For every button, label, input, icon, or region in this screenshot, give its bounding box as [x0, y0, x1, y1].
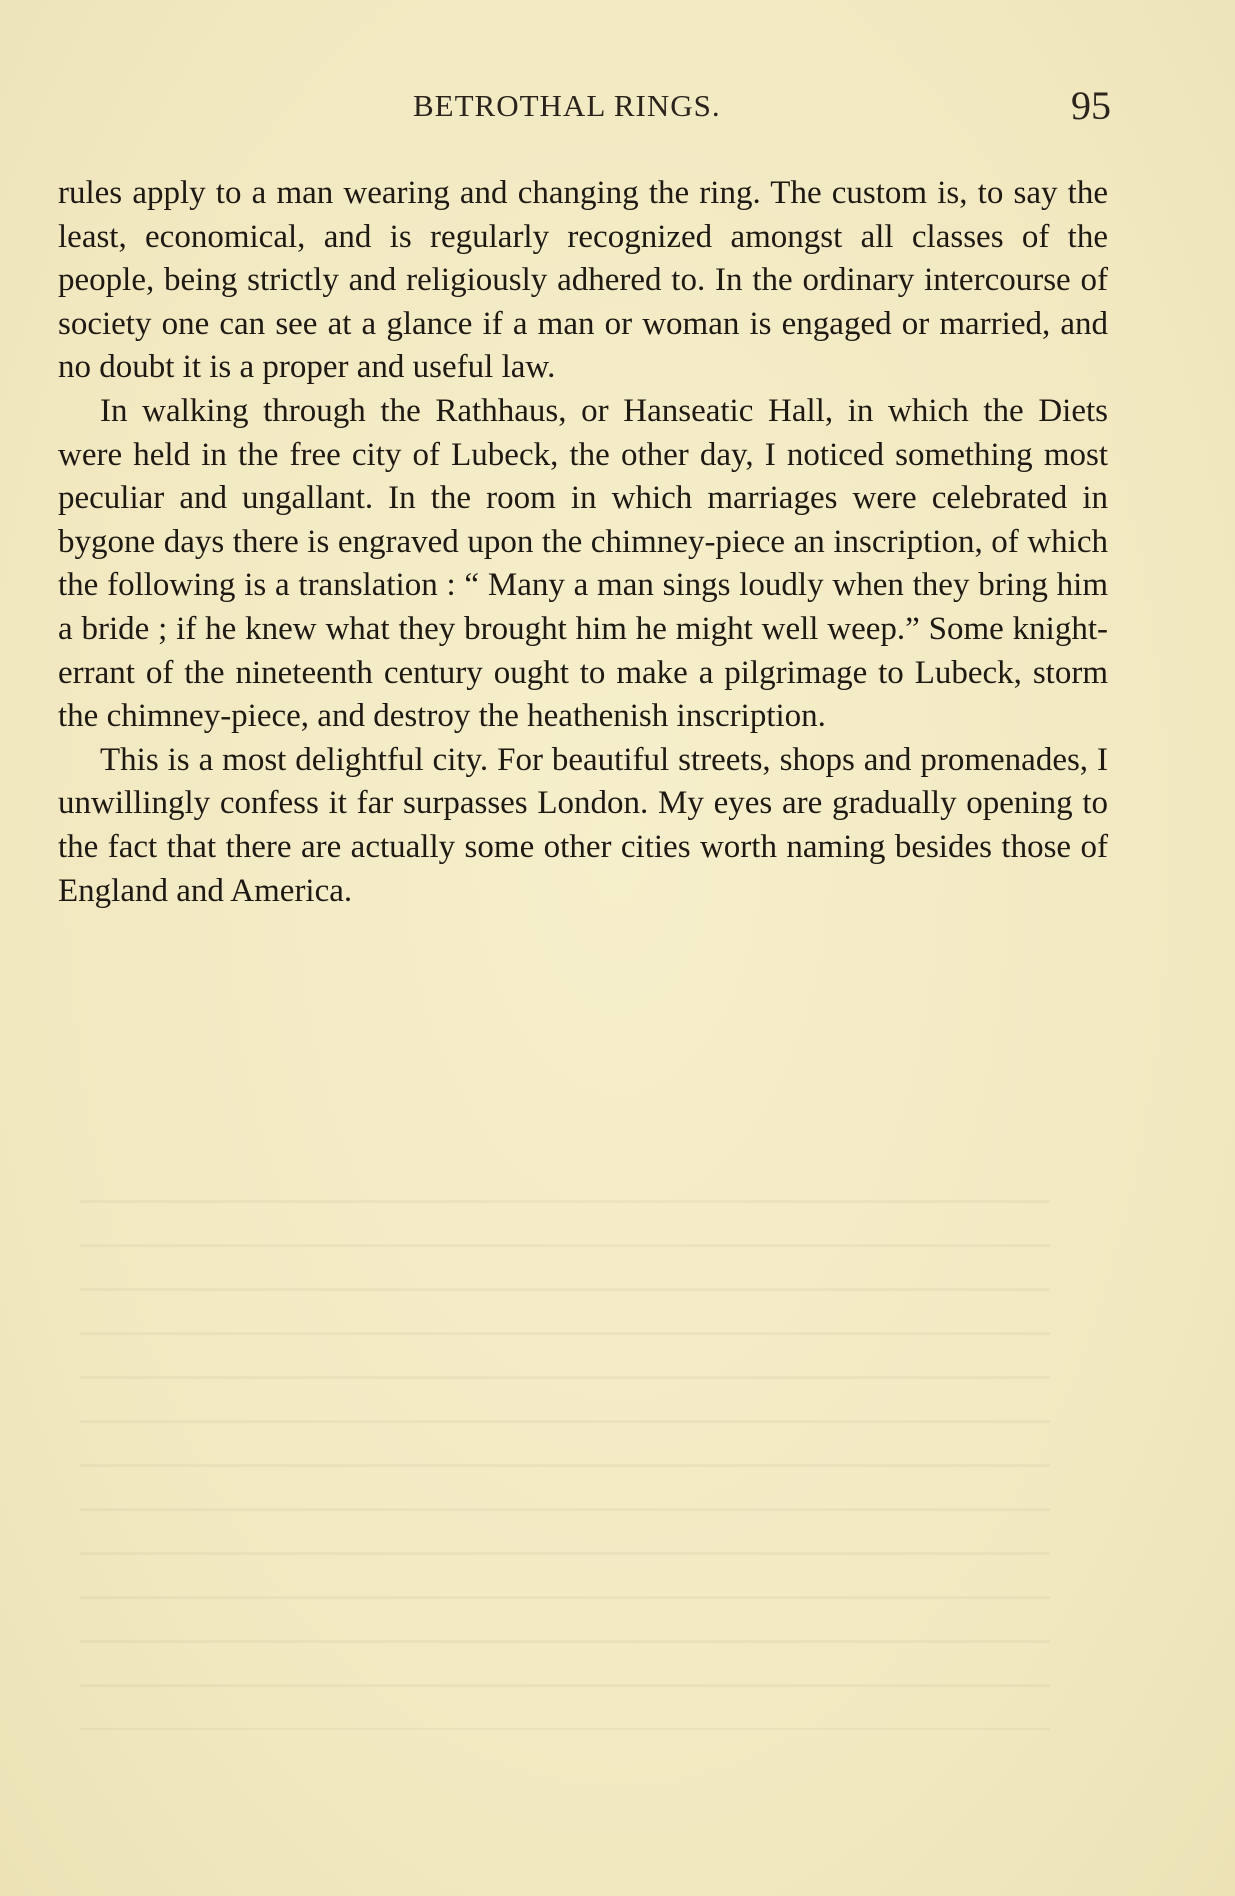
running-title: BETROTHAL RINGS.	[413, 88, 721, 123]
body-text	[58, 172, 1108, 913]
paragraph: In walking through the Rathhaus, or Hanseatic Hall, in which the Diets were held in the free city of Lubeck, the other day, I noticed something most peculiar and ungallant. In the room in which marriages were celebrated in bygone days there is engraved upon the chimney-piece an inscription, of which the following is a translation : “ Many a man sings loudly when they bring him a bride ; if he knew what they brought him he might well weep.” Some knight-errant of the nineteenth century ought to make a pilgrimage to Lubeck, storm the chimney-piece, and destroy the heathenish inscription.	[58, 392, 1108, 735]
page-number: 95	[1071, 83, 1111, 128]
paragraph: This is a most delightful city. For beautiful streets, shops and promenades, I unwillingly confess it far surpasses London. My eyes are gradually opening to the fact that there are actually some other cities worth naming besides those of England and America.	[58, 741, 1108, 909]
bleed-through-texture	[80, 1170, 1050, 1730]
running-header	[0, 83, 1235, 128]
paragraph: rules apply to a man wearing and changing the ring. The custom is, to say the least, economical, and is regularly recognized amongst all classes of the people, being strictly and religiously adhered to. In the ordinary intercourse of society one can see at a glance if a man or woman is engaged or married, and no doubt it is a proper and useful law.	[58, 175, 1108, 386]
